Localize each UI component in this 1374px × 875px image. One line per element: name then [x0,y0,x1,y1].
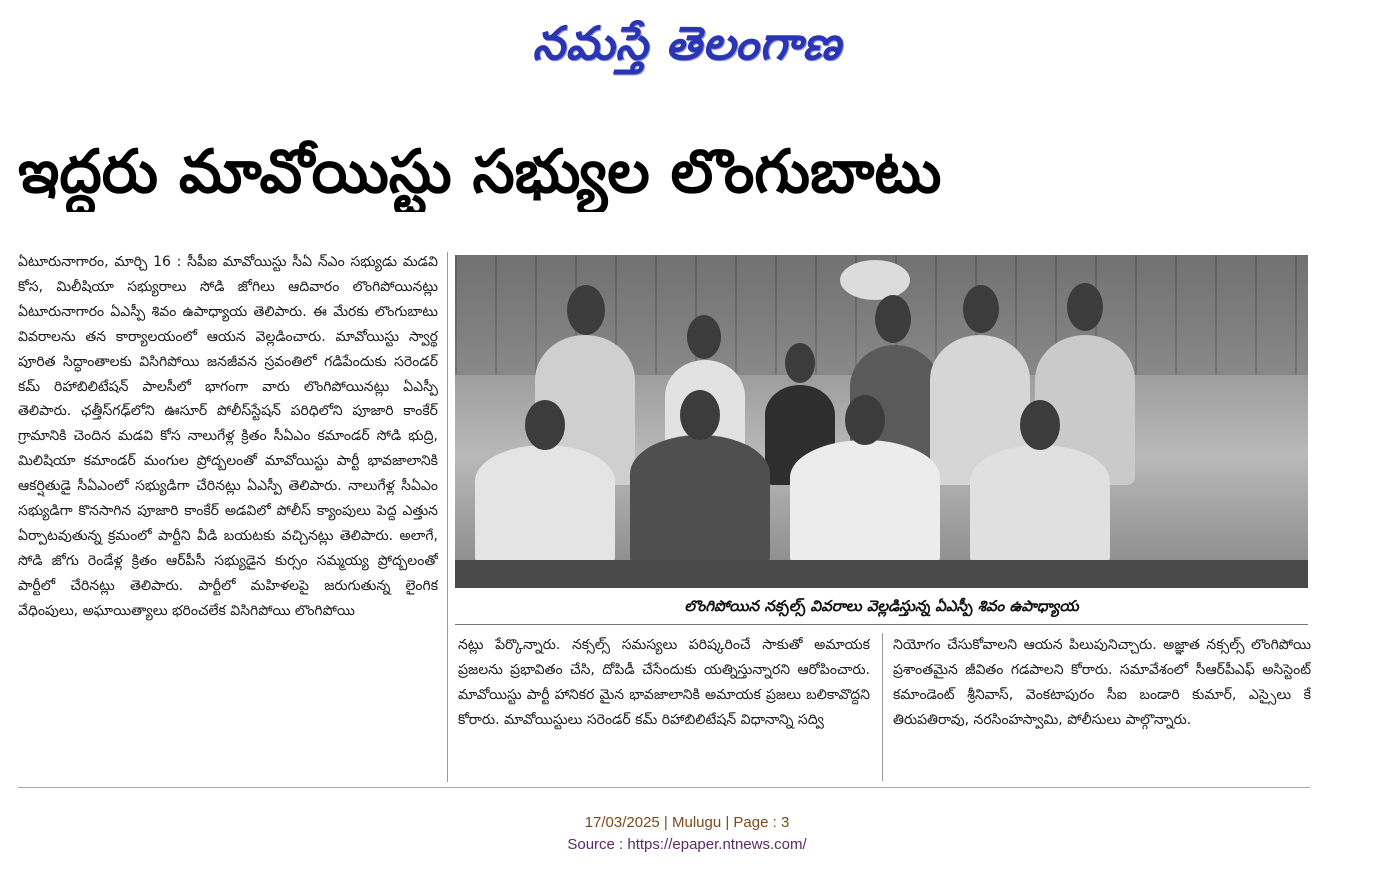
person-head [875,295,911,343]
person-head [963,285,999,333]
bottom-divider [18,787,1310,788]
column-divider [882,633,883,781]
column-divider [447,252,448,782]
table-edge [455,560,1308,588]
article-headline: ఇద్దరు మావోయిస్టు సభ్యుల లొంగుబాటు [18,137,942,207]
person-head [1067,283,1103,331]
article-column-3: నియోగం చేసుకోవాలని ఆయన పిలుపునిచ్చారు. అజ్ఞాత నక్సల్స్ లొంగిపోయి ప్రశాంతమైన జీవితం గడపాలని కోరారు. సమావేశంలో సీఆర్‌పీఎఫ్ అసిస్టెంట్ కమాండెంట్ శ్రీనివాస్, వెంకటాపురం సీఐ బండారి కుమార్, ఎస్సైలు కే తిరుపతిరావు, నరసింహస్వామి, పోలీసులు పాల్గొన్నారు. [893,637,1311,728]
emblem-plaque [840,260,910,300]
newspaper-masthead: నమస్తే తెలంగాణ [532,16,842,70]
person-head [1020,400,1060,450]
article-column-1: ఏటూరునాగారం, మార్చి 16 : సీపీఐ మావోయిస్టు సీఏ న్‌ఎం సభ్యుడు మడవి కోస, మిలీషియా సభ్యురాలు సోడి జోగిలు ఆదివారం లొంగిపోయినట్లు ఏటూరునాగారం ఏఎస్పీ శివం ఉపాధ్యాయ తెలిపారు. ఈ మేరకు లొంగుబాటు వివరాలను తన కార్యాలయంలో ఆయన వెల్లడించారు. మావోయిస్టు స్వార్థ పూరిత సిద్ధాంతాలకు విసిగిపోయి జనజీవన స్రవంతిలో గడిపేందుకు సరెండర్ కమ్ రిహాబిలిటేషన్ పాలసీలో భాగంగా వారు లొంగిపోయినట్లు ఏఎస్పీ తెలిపారు. ఛత్తీస్‌గఢ్‌లోని ఊసూర్ పోలీస్‌స్టేషన్ పరిధిలోని పూజారి కాంకేర్ గ్రామానికి చెందిన మడవి కోస నాలుగేళ్ల క్రితం సీఏఎం కమాండర్ సోడి భుద్రి, మిలిషియా కమాండర్ మంగుల ప్రోద్బలంతో మావోయిస్టు పార్టీ భావజాలానికి ఆకర్షితుడై సీఏఎంలో సభ్యుడిగా చేరినట్లు ఏఎస్పీ తెలిపారు. నాలుగేళ్ల సీఏఎం సభ్యుడిగా కొనసాగిన పూజారి కాంకేర్ అడవిలో పోలీస్ క్యాంపులు పెద్ద ఎత్తున ఏర్పాటవుతున్న క్రమంలో పార్టీని వీడి బయటకు వచ్చినట్లు తెలిపారు. అలాగే, సోడి జోగు రెండేళ్ల క్రితం ఆర్‌పీసీ సభ్యుడైన కుర్సం సమ్మయ్య ప్రోద్బలంతో పార్టీలో చేరినట్లు తెలిపారు. పార్టీలో మహిళలపై జరుగుతున్న లైంగిక వేధింపులు, అఘాయిత్యాలు భరించలేక విసిగిపోయి లొంగిపోయి [18,254,438,619]
person-figure [475,445,615,565]
person-head [687,315,721,359]
footer-date-line: 17/03/2025 | Mulugu | Page : 3 [584,814,790,831]
person-head [785,343,815,383]
news-photo [455,255,1308,588]
person-head [567,285,605,335]
person-head [525,400,565,450]
article-column-2: నట్లు పేర్కొన్నారు. నక్సల్స్ సమస్యలు పరిష్కరించే సాకుతో అమాయక ప్రజలను ప్రభావితం చేసి, దోపిడీ చేసేందుకు యత్నిస్తున్నారని ఆరోపించారు. మావోయిస్టు పార్టీ హానికర మైన భావజాలానికి అమాయక ప్రజలు బలికావొద్దని కోరారు. మావోయిస్టులు సరెండర్ కమ్ రిహాబిలిటేషన్ విధానాన్ని సద్వి [458,637,870,728]
photo-caption: లొంగిపోయిన నక్సల్స్ వివరాలు వెల్లడిస్తున్న ఏఎస్పీ శివం ఉపాధ్యాయ [684,597,1079,615]
person-figure [790,440,940,565]
caption-divider [455,624,1308,625]
person-figure [630,435,770,565]
person-figure [970,445,1110,565]
footer-source-link[interactable]: Source : https://epaper.ntnews.com/ [567,836,807,853]
person-head [680,390,720,440]
person-head [845,395,885,445]
